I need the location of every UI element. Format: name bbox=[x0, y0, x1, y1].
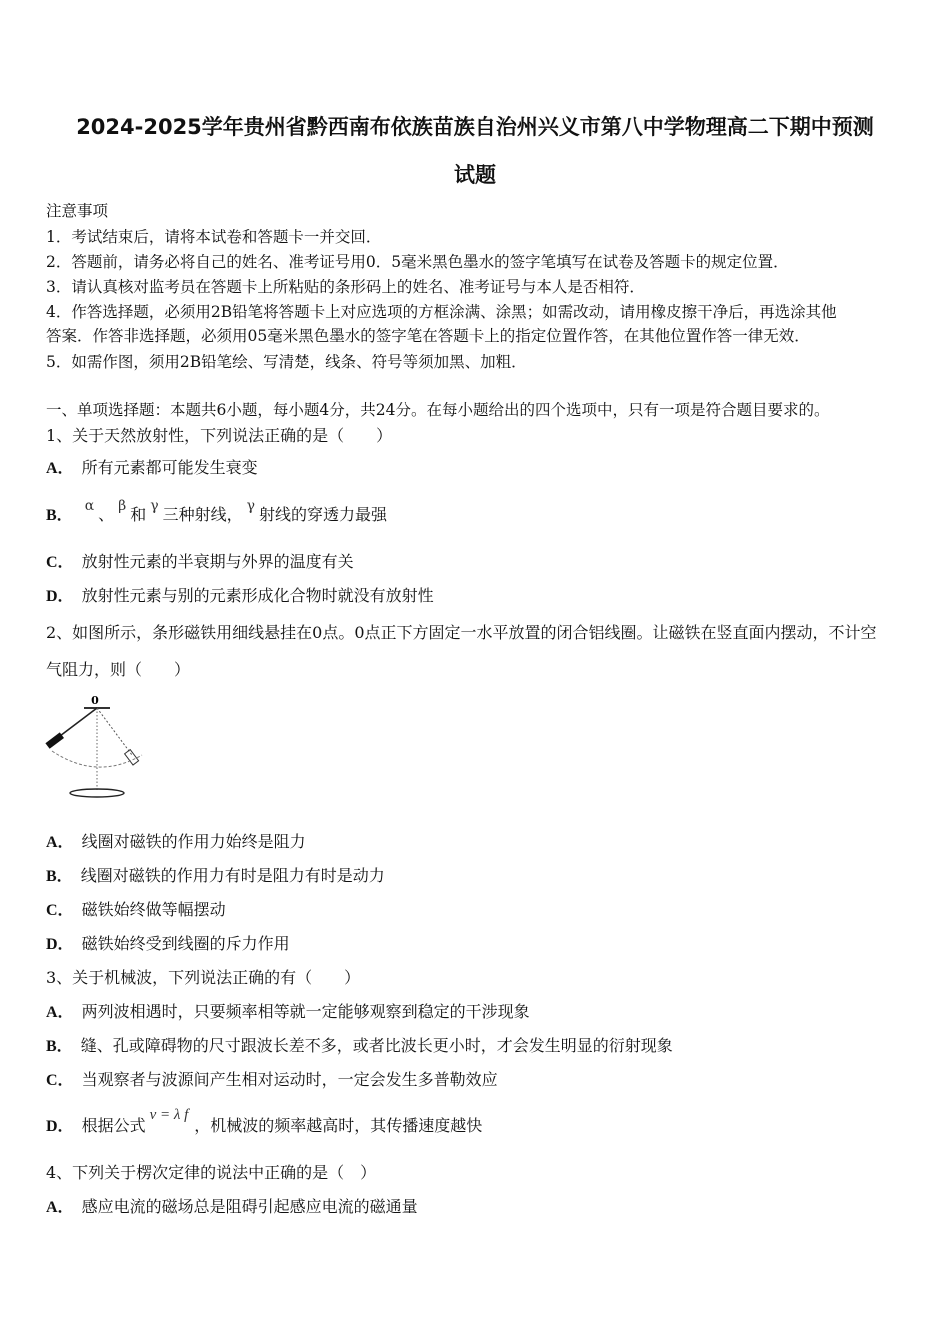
q2-option-a: A． 线圈对磁铁的作用力始终是阻力 bbox=[46, 832, 306, 851]
q1-stem: 1、关于天然放射性，下列说法正确的是（ ） bbox=[46, 426, 393, 445]
q3-option-d: D． 根据公式v = λ f，机械波的频率越高时，其传播速度越快 bbox=[46, 1107, 483, 1135]
title-line-2: 试题 bbox=[454, 163, 496, 187]
note-item: 答案．作答非选择题，必须用05毫米黑色墨水的签字笔在答题卡上的指定位置作答，在其他位置作答一律无效． bbox=[46, 327, 810, 345]
q1-option-b: B．α 、 β 和 γ 三种射线， γ 射线的穿透力最强 bbox=[46, 498, 388, 524]
note-item: 1．考试结束后，请将本试卷和答题卡一并交回． bbox=[46, 228, 382, 246]
q4-stem: 4、下列关于楞次定律的说法中正确的是（ ） bbox=[46, 1163, 377, 1182]
figure-label-o: 0 bbox=[91, 694, 99, 707]
q3-option-a: A． 两列波相遇时，只要频率相等就一定能够观察到稳定的干涉现象 bbox=[46, 1002, 530, 1021]
pendulum-magnet-figure bbox=[44, 693, 144, 803]
q3-stem: 3、关于机械波，下列说法正确的有（ ） bbox=[46, 968, 361, 987]
note-item: 5．如需作图，须用2B铅笔绘、写清楚，线条、符号等须加黑、加粗． bbox=[46, 353, 527, 371]
q2-option-d: D． 磁铁始终受到线圈的斥力作用 bbox=[46, 934, 290, 953]
wave-formula: v = λ f bbox=[149, 1107, 189, 1123]
note-item: 2．答题前，请务必将自己的姓名、准考证号用0．5毫米黑色墨水的签字笔填写在试卷及答题卡的规定位置． bbox=[46, 253, 789, 271]
note-item: 4．作答选择题，必须用2B铅笔将答题卡上对应选项的方框涂满、涂黑；如需改动，请用橡皮擦干净后，再选涂其他 bbox=[46, 303, 837, 321]
q2-option-c: C． 磁铁始终做等幅摆动 bbox=[46, 900, 226, 919]
gamma-symbol: γ bbox=[246, 498, 256, 514]
beta-symbol: β bbox=[118, 498, 127, 514]
q2-stem-line2: 气阻力，则（ ） bbox=[46, 660, 191, 679]
title-line-1: 2024-2025学年贵州省黔西南布依族苗族自治州兴义市第八中学物理高二下期中预测 bbox=[76, 115, 874, 139]
q2-option-b: B． 线圈对磁铁的作用力有时是阻力有时是动力 bbox=[46, 866, 385, 885]
alpha-symbol: α bbox=[84, 498, 95, 514]
note-item: 3．请认真核对监考员在答题卡上所粘贴的条形码上的姓名、准考证号与本人是否相符． bbox=[46, 278, 645, 296]
notes-heading: 注意事项 bbox=[46, 202, 109, 220]
q1-option-c: C． 放射性元素的半衰期与外界的温度有关 bbox=[46, 552, 354, 571]
section-heading: 一、单项选择题：本题共6小题，每小题4分，共24分。在每小题给出的四个选项中，只有一项是符合题目要求的。 bbox=[46, 401, 830, 419]
q3-option-b: B． 缝、孔或障碍物的尺寸跟波长差不多，或者比波长更小时，才会发生明显的衍射现象 bbox=[46, 1036, 673, 1055]
q4-option-a: A． 感应电流的磁场总是阻碍引起感应电流的磁通量 bbox=[46, 1197, 418, 1216]
q2-stem-line1: 2、如图所示，条形磁铁用细线悬挂在0点。0点正下方固定一水平放置的闭合铝线圈。让磁铁在竖直面内摆动，不计空 bbox=[46, 623, 877, 642]
q1-option-d: D． 放射性元素与别的元素形成化合物时就没有放射性 bbox=[46, 586, 434, 605]
q1-option-a: A． 所有元素都可能发生衰变 bbox=[46, 458, 258, 477]
gamma-symbol: γ bbox=[150, 498, 159, 514]
q3-option-c: C． 当观察者与波源间产生相对运动时，一定会发生多普勒效应 bbox=[46, 1070, 498, 1089]
